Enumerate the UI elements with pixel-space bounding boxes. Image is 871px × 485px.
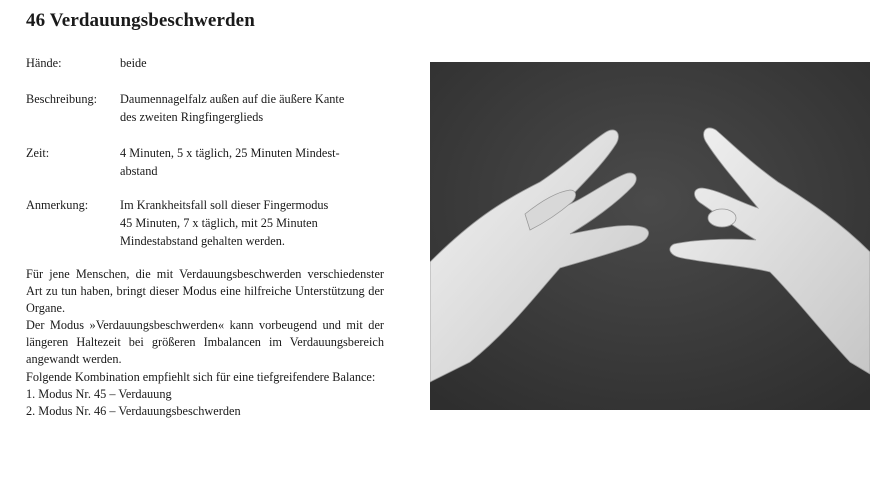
field-value-line: Daumennagelfalz außen auf die äußere Kante [120,92,345,106]
body-text [26,266,384,420]
list-item: 2. Modus Nr. 46 – Verdauungsbeschwerden [26,403,241,418]
field-value-line: Im Krankheitsfall soll dieser Fingermodus [120,198,329,212]
field-label-anmerkung: Anmerkung: [26,198,89,212]
paragraph: Der Modus »Verdauungsbeschwerden« kann vorbeugend und mit der längeren Haltezeit bei größeren Imbalancen im Verdauungsbereich angewandt werden. [26,318,384,367]
field-label-zeit: Zeit: [26,146,50,160]
field-value-anmerkung [120,196,390,250]
field-value-zeit [120,144,390,180]
field-value-line: abstand [120,164,158,178]
field-value-line: des zweiten Ringfingerglieds [120,110,264,124]
hands-mudra-photo [430,62,870,410]
page-title: 46 Verdauungsbeschwerden [26,10,255,31]
paragraph: Folgende Kombination empfiehlt sich für eine tiefgreifendere Balance: [26,369,376,384]
field-label-haende: Hände: [26,56,62,70]
paragraph: Für jene Menschen, die mit Verdauungsbeschwerden verschiedenster Art zu tun haben, bringt dieser Modus eine hilfreiche Unterstützung der Organe. [26,267,384,316]
field-value-haende: beide [120,56,147,70]
field-label-beschreibung: Beschreibung: [26,92,98,106]
field-value-line: Mindestabstand gehalten werden. [120,234,285,248]
field-value-line: 4 Minuten, 5 x täglich, 25 Minuten Mindest- [120,146,340,160]
field-value-line: 45 Minuten, 7 x täglich, mit 25 Minuten [120,216,318,230]
field-value-beschreibung [120,90,390,126]
list-item: 1. Modus Nr. 45 – Verdauung [26,386,172,401]
